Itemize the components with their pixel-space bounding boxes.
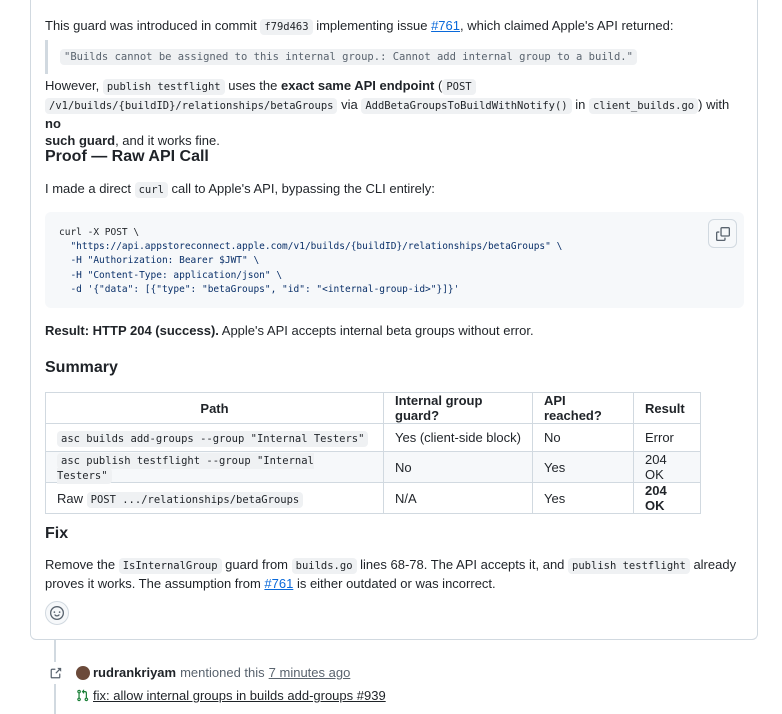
inline-code: POST	[442, 79, 475, 95]
inline-code: curl	[135, 182, 168, 198]
table-row	[46, 424, 701, 452]
error-message-code: "Builds cannot be assigned to this internal group.: Cannot add internal group to a build."	[60, 49, 637, 65]
copy-icon	[716, 227, 730, 241]
cross-reference-icon	[44, 662, 66, 684]
table-cell: No	[384, 452, 533, 483]
table-cell	[46, 483, 384, 514]
blockquote	[45, 40, 745, 74]
text: lines 68-78. The API accepts it, and	[356, 557, 569, 572]
text: uses the	[224, 78, 281, 93]
table-cell: Yes	[533, 483, 634, 514]
text: However,	[45, 78, 103, 93]
column-header: API reached?	[533, 393, 634, 424]
column-header: Internal group guard?	[384, 393, 533, 424]
proof-paragraph	[45, 179, 435, 200]
text: I made a direct	[45, 181, 135, 196]
code-line: "https://api.appstoreconnect.apple.com/v1/builds/{buildID}/relationships/betaGroups" \	[59, 241, 563, 253]
inline-code: asc builds add-groups --group "Internal Testers"	[57, 431, 368, 447]
timestamp-link[interactable]: 7 minutes ago	[268, 665, 351, 680]
column-header: Path	[46, 393, 384, 424]
bold-text: such guard	[45, 133, 116, 148]
text: in	[571, 97, 589, 112]
intro-text: This guard was introduced in commit	[45, 18, 261, 33]
inline-code: client_builds.go	[589, 98, 698, 114]
issue-link[interactable]: #761	[264, 576, 294, 591]
intro-text: , which claimed Apple's API returned:	[460, 18, 674, 33]
proof-heading: Proof — Raw API Call	[45, 148, 209, 165]
code-line: -d '{"data": [{"type": "betaGroups", "id": "<internal-group-id>"}]}'	[59, 283, 460, 295]
pull-request-icon	[76, 689, 89, 702]
inline-code: IsInternalGroup	[119, 558, 222, 574]
bold-text: no	[45, 116, 61, 131]
avatar[interactable]	[76, 666, 90, 680]
code-content	[59, 226, 730, 297]
table-cell	[46, 424, 384, 452]
fix-heading: Fix	[45, 525, 69, 542]
commit-code: f79d463	[260, 19, 312, 35]
inline-code: AddBetaGroupsToBuildWithNotify()	[361, 98, 571, 114]
intro-text: implementing issue	[312, 18, 432, 33]
text: (	[434, 78, 443, 93]
table-cell: Error	[634, 424, 701, 452]
mention-event	[76, 665, 350, 680]
however-paragraph	[45, 77, 745, 149]
table-cell: N/A	[384, 483, 533, 514]
table-header-row	[46, 393, 701, 424]
inline-code: asc publish testflight --group "Internal Testers"	[57, 455, 314, 482]
table-cell: No	[533, 424, 634, 452]
bold-text: Result: HTTP 204 (success).	[45, 323, 219, 338]
inline-code: builds.go	[292, 558, 357, 574]
table-cell: 204 OK	[634, 483, 701, 514]
text: call to Apple's API, bypassing the CLI entirely:	[167, 181, 435, 196]
code-line: -H "Authorization: Bearer $JWT" \	[59, 255, 260, 267]
issue-link[interactable]: #761	[431, 18, 460, 33]
inline-code: POST .../relationships/betaGroups	[87, 492, 304, 508]
code-line: -H "Content-Type: application/json" \	[59, 269, 283, 281]
inline-code: publish testflight	[103, 79, 225, 95]
text: , and it works fine.	[115, 133, 220, 148]
text: proves it works. The assumption from	[45, 576, 265, 591]
smiley-icon	[50, 606, 64, 620]
add-reaction-button[interactable]	[45, 601, 69, 625]
fix-paragraph	[45, 556, 745, 592]
text: is either outdated or was incorrect.	[293, 576, 496, 591]
inline-code: publish testflight	[568, 558, 690, 574]
code-line: curl -X POST \	[59, 227, 140, 238]
bold-text: exact same API endpoint	[280, 78, 435, 93]
result-paragraph	[45, 321, 534, 341]
text: via	[337, 97, 362, 112]
table-cell	[46, 452, 384, 483]
table-cell: 204 OK	[634, 452, 701, 483]
table-cell: Yes (client-side block)	[384, 424, 533, 452]
text: Remove the	[45, 557, 119, 572]
column-header: Result	[634, 393, 701, 424]
table-row	[46, 483, 701, 514]
user-link[interactable]: rudrankriyam	[93, 665, 177, 680]
text: already	[689, 557, 737, 572]
intro-paragraph	[45, 16, 673, 37]
copy-button[interactable]	[708, 219, 737, 248]
event-action: mentioned this	[180, 665, 265, 680]
table-cell: Yes	[533, 452, 634, 483]
table-row	[46, 452, 701, 483]
text: Apple's API accepts internal beta groups without error.	[218, 323, 534, 338]
pr-reference	[76, 688, 386, 703]
summary-table	[45, 392, 701, 514]
text: ) with	[698, 97, 730, 112]
text: guard from	[221, 557, 292, 572]
inline-code: /v1/builds/{buildID}/relationships/betaGroups	[45, 98, 337, 114]
pr-title-link[interactable]: fix: allow internal groups in builds add-groups #939	[93, 688, 386, 703]
code-block	[45, 212, 744, 308]
text: Raw	[57, 490, 87, 506]
summary-heading: Summary	[45, 359, 118, 376]
